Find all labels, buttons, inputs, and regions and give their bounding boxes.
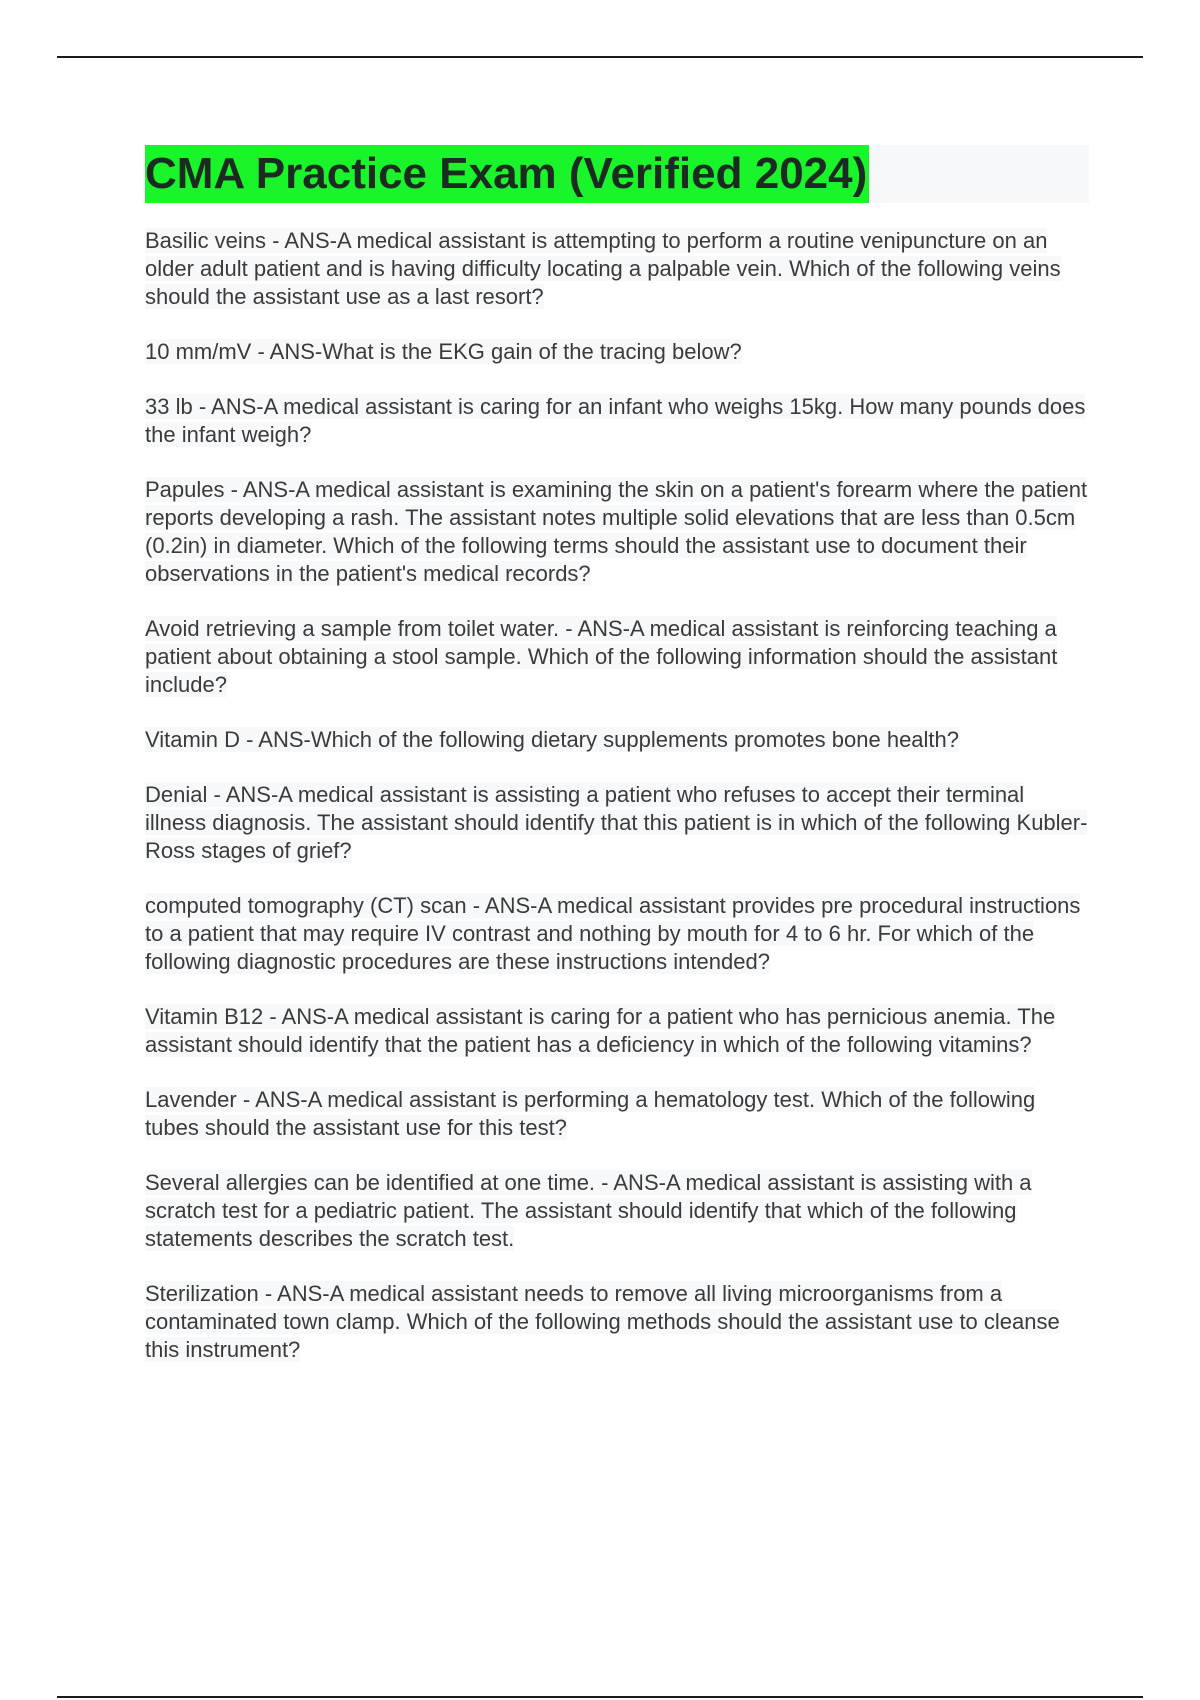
qa-text: Papules - ANS-A medical assistant is examining the skin on a patient's forearm where the patient reports developing a rash. The assistant notes multiple solid elevations that are less than 0.5cm (0.2in) in diameter. Which of the following terms should the assistant use to document their observations in the patient's medical records? bbox=[145, 477, 1088, 586]
qa-item bbox=[145, 393, 1089, 449]
qa-text: Sterilization - ANS-A medical assistant needs to remove all living microorganisms from a contaminated town clamp. Which of the following methods should the assistant use to cleanse this instrument? bbox=[145, 1281, 1060, 1362]
qa-text: Vitamin B12 - ANS-A medical assistant is caring for a patient who has pernicious anemia. The assistant should identify that the patient has a deficiency in which of the following vitamins? bbox=[145, 1004, 1056, 1057]
qa-item bbox=[145, 892, 1089, 976]
qa-text: Denial - ANS-A medical assistant is assisting a patient who refuses to accept their terminal illness diagnosis. The assistant should identify that this patient is in which of the following Kubler-Ross stages of grief? bbox=[145, 782, 1088, 863]
qa-text: 10 mm/mV - ANS-What is the EKG gain of the tracing below? bbox=[145, 339, 742, 364]
bottom-divider bbox=[57, 1696, 1143, 1698]
qa-text: Avoid retrieving a sample from toilet water. - ANS-A medical assistant is reinforcing teaching a patient about obtaining a stool sample. Which of the following information should the assistant include? bbox=[145, 616, 1058, 697]
document-body bbox=[145, 145, 1089, 1391]
qa-item bbox=[145, 338, 1089, 366]
title-band bbox=[145, 145, 1089, 203]
qa-text: 33 lb - ANS-A medical assistant is caring for an infant who weighs 15kg. How many pounds does the infant weigh? bbox=[145, 394, 1086, 447]
qa-item bbox=[145, 781, 1089, 865]
qa-text: computed tomography (CT) scan - ANS-A medical assistant provides pre procedural instructions to a patient that may require IV contrast and nothing by mouth for 4 to 6 hr. For which of the following diagnostic procedures are these instructions intended? bbox=[145, 893, 1081, 974]
qa-text: Lavender - ANS-A medical assistant is performing a hematology test. Which of the following tubes should the assistant use for this test? bbox=[145, 1087, 1036, 1140]
qa-item bbox=[145, 1280, 1089, 1364]
qa-text: Basilic veins - ANS-A medical assistant is attempting to perform a routine venipuncture on an older adult patient and is having difficulty locating a palpable vein. Which of the following veins should the assistant use as a last resort? bbox=[145, 228, 1061, 309]
qa-item bbox=[145, 1003, 1089, 1059]
top-divider bbox=[57, 56, 1143, 58]
qa-item bbox=[145, 615, 1089, 699]
qa-item bbox=[145, 476, 1089, 588]
qa-item bbox=[145, 227, 1089, 311]
qa-item bbox=[145, 1169, 1089, 1253]
qa-list bbox=[145, 227, 1089, 1364]
qa-text: Vitamin D - ANS-Which of the following dietary supplements promotes bone health? bbox=[145, 727, 960, 752]
qa-item bbox=[145, 1086, 1089, 1142]
qa-item bbox=[145, 726, 1089, 754]
qa-text: Several allergies can be identified at one time. - ANS-A medical assistant is assisting with a scratch test for a pediatric patient. The assistant should identify that which of the following statements describes the scratch test. bbox=[145, 1170, 1032, 1251]
document-title: CMA Practice Exam (Verified 2024) bbox=[145, 145, 869, 203]
